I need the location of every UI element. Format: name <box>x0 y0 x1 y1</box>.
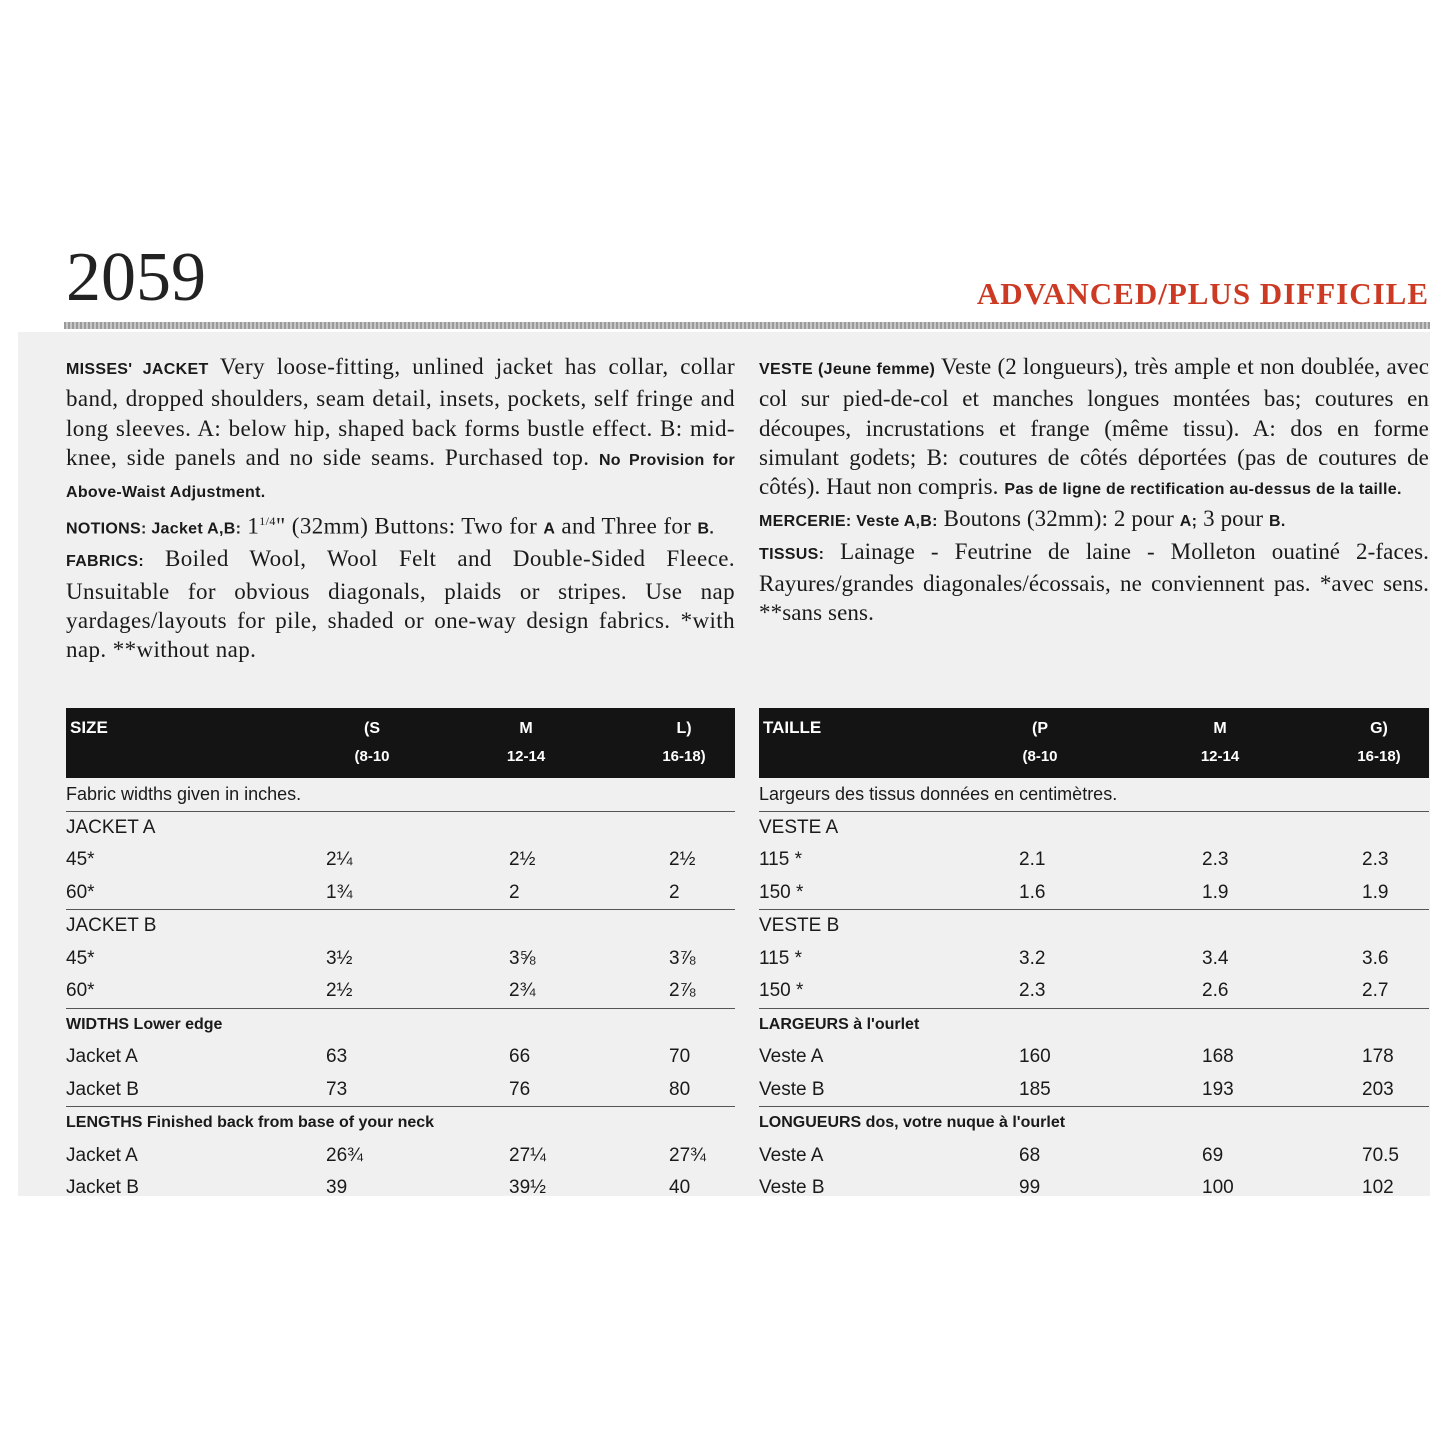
notions-label: NOTIONS: Jacket A,B: <box>66 521 242 539</box>
row-name: Jacket A <box>66 1144 138 1166</box>
cell: 178 <box>1362 1046 1394 1067</box>
cell: 39 <box>326 1177 348 1198</box>
row-width: 60* <box>66 881 95 903</box>
taille-header <box>759 708 1429 778</box>
cell: 2.3 <box>1202 849 1229 870</box>
mercerie-text: Boutons (32mm): 2 pour <box>943 506 1174 532</box>
provision-note: Pas de ligne de rectification au-dessus de la taille. <box>1004 481 1402 499</box>
cell: 3⅝ <box>509 947 536 969</box>
table-row <box>759 877 1429 911</box>
section-label: VESTE A <box>759 816 839 838</box>
size-letter: M <box>519 720 533 737</box>
cell: 1.9 <box>1202 881 1229 903</box>
cell: 27¾ <box>669 1144 706 1166</box>
table-row <box>66 877 735 911</box>
table-row <box>66 975 735 1009</box>
cell: 1.6 <box>1019 881 1046 903</box>
longueurs-label: LONGUEURS dos, votre nuque à l'ourlet <box>759 1114 1066 1131</box>
cell: 2¼ <box>326 849 353 870</box>
size-range: 16-18) <box>1357 748 1401 765</box>
jacket-description: Very loose-fitting, unlined jacket has collar, collar band, dropped shoulders, seam detail, insets, pockets, self fringe and long sleeves. A: below hip, shaped back forms bustle effect. B: mid-knee, side panels and no side seams. Purchased top. <box>66 354 735 470</box>
row-width: 45* <box>66 947 95 969</box>
cell: 102 <box>1362 1177 1394 1198</box>
row-width: 45* <box>66 849 95 870</box>
tissus-label: TISSUS: <box>759 545 825 563</box>
table-row <box>66 844 735 877</box>
fabric-width-note <box>66 778 735 812</box>
cell: 3.2 <box>1019 947 1046 969</box>
size-col-s <box>332 708 412 765</box>
widths-label: WIDTHS Lower edge <box>66 1015 223 1033</box>
table-row <box>759 975 1429 1009</box>
cell: 39½ <box>509 1177 546 1198</box>
cell: 160 <box>1019 1046 1051 1067</box>
table-row <box>66 1140 735 1173</box>
table-row <box>759 1172 1429 1205</box>
row-name: Veste B <box>759 1078 825 1100</box>
size-letter: G) <box>1370 720 1388 737</box>
veste-label: VESTE (Jeune femme) <box>759 361 936 378</box>
cell: 1¾ <box>326 881 353 903</box>
cell: 3.6 <box>1362 947 1389 969</box>
lengths-label: LENGTHS Finished back from base of your neck <box>66 1114 435 1131</box>
table-row <box>759 844 1429 877</box>
veste-description: Veste (2 longueurs), très ample et non doublée, avec col sur pied-de-col et manches longues montées bas; coutures en découpes, incrustations et frange (même tissu). A: dos en forme simulant godets; B: coutures de côtés déportées (pas de coutures de côtés). Haut non compris. <box>759 354 1430 500</box>
cell: 2 <box>509 881 520 903</box>
notions-text: " (32mm) Buttons: Two for <box>275 514 538 540</box>
cell: 203 <box>1362 1078 1394 1100</box>
table-row <box>759 1074 1429 1108</box>
row-width: 150 * <box>759 881 804 903</box>
largeurs-label: LARGEURS à l'ourlet <box>759 1015 920 1033</box>
row-name: Veste B <box>759 1177 825 1198</box>
size-range: 16-18) <box>662 748 706 765</box>
table-row <box>759 1041 1429 1074</box>
size-col-p <box>1000 708 1080 765</box>
row-name: Jacket B <box>66 1078 139 1100</box>
row-width: 150 * <box>759 980 804 1001</box>
cell: 73 <box>326 1078 348 1100</box>
cell: 69 <box>1202 1144 1224 1166</box>
table-row <box>759 1140 1429 1173</box>
cell: 2¾ <box>509 980 536 1001</box>
size-letter: M <box>1213 720 1227 737</box>
size-letter: (S <box>364 720 380 737</box>
size-col-g <box>1339 708 1419 765</box>
size-range: 12-14 <box>506 748 546 765</box>
fabrics-label: FABRICS: <box>66 553 144 571</box>
mercerie-label: MERCERIE: Veste A,B: <box>759 513 938 531</box>
section-label: JACKET B <box>66 915 157 936</box>
tissus-text: Lainage - Feutrine de laine - Molleton ouatiné 2-faces. Rayures/grandes diagonales/écossais, ne conviennent pas. *avec sens. **sans sens. <box>759 538 1430 626</box>
difficulty-label: ADVANCED/PLUS DIFFICILE <box>976 276 1429 311</box>
jacket-label: MISSES' JACKET <box>66 361 209 378</box>
row-name: Jacket A <box>66 1046 138 1067</box>
cell: 40 <box>669 1177 691 1198</box>
section-label: JACKET A <box>66 816 156 838</box>
cell: 2½ <box>326 980 353 1001</box>
cell: 2.1 <box>1019 849 1046 870</box>
cell: 100 <box>1202 1177 1234 1198</box>
metrage-table <box>759 778 1429 1205</box>
size-col-l <box>644 708 724 765</box>
size-range: 12-14 <box>1200 748 1240 765</box>
row-width: 115 * <box>759 947 802 969</box>
cell: 2.3 <box>1362 849 1389 870</box>
provision-note: No Provision for Above-Waist Adjustment. <box>66 451 735 502</box>
size-range: (8-10 <box>354 748 390 765</box>
cell: 68 <box>1019 1144 1041 1166</box>
notions-button-size-whole: 1 <box>247 514 260 540</box>
mercerie-b: B. <box>1269 513 1286 531</box>
notions-b: B. <box>697 521 715 539</box>
size-label: SIZE <box>70 718 108 737</box>
cell: 185 <box>1019 1078 1051 1100</box>
cell: 2.3 <box>1019 980 1046 1001</box>
cell: 2.7 <box>1362 980 1389 1001</box>
notions-button-size-fraction: 1/4 <box>259 514 276 529</box>
cell: 26¾ <box>326 1144 363 1166</box>
table-row <box>66 1041 735 1074</box>
row-name: Veste A <box>759 1144 824 1166</box>
cell: 2½ <box>669 849 696 870</box>
pattern-number: 2059 <box>66 239 206 316</box>
size-letter: L) <box>676 720 692 737</box>
english-column <box>66 352 736 1198</box>
size-col-m <box>486 708 566 765</box>
row-name: Veste A <box>759 1046 824 1067</box>
row-name: Jacket B <box>66 1177 139 1198</box>
size-header <box>66 708 735 778</box>
note-text: Fabric widths given in inches. <box>66 784 302 804</box>
cell: 80 <box>669 1078 691 1100</box>
mercerie-mid: 3 pour <box>1203 506 1264 532</box>
cell: 99 <box>1019 1177 1041 1198</box>
cell: 2½ <box>509 849 536 870</box>
cell: 76 <box>509 1078 531 1100</box>
table-row <box>66 1074 735 1108</box>
section-label: VESTE B <box>759 915 840 936</box>
cell: 1.9 <box>1362 881 1389 903</box>
notions-a: A <box>543 521 556 539</box>
cell: 70 <box>669 1046 691 1067</box>
row-width: 60* <box>66 980 95 1001</box>
table-row <box>759 943 1429 976</box>
table-row <box>66 943 735 976</box>
table-row <box>66 1172 735 1205</box>
size-col-m <box>1180 708 1260 765</box>
cell: 66 <box>509 1046 531 1067</box>
taille-label: TAILLE <box>763 718 822 737</box>
header-rule <box>64 322 1430 329</box>
notions-and: and Three for <box>561 514 692 540</box>
cell: 2.6 <box>1202 980 1229 1001</box>
fabric-width-note <box>759 778 1429 812</box>
cell: 168 <box>1202 1046 1234 1067</box>
cell: 70.5 <box>1362 1144 1399 1166</box>
french-column <box>759 352 1430 1198</box>
english-description <box>66 352 735 702</box>
cell: 2⅞ <box>669 980 696 1001</box>
cell: 3⅞ <box>669 947 696 969</box>
french-description <box>759 352 1429 702</box>
size-letter: (P <box>1032 720 1048 737</box>
cell: 193 <box>1202 1078 1234 1100</box>
mercerie-a: A; <box>1179 513 1198 531</box>
size-range: (8-10 <box>1022 748 1058 765</box>
cell: 3½ <box>326 947 353 969</box>
cell: 63 <box>326 1046 348 1067</box>
fabrics-text: Boiled Wool, Wool Felt and Double-Sided Fleece. Unsuitable for obvious diagonals, plaids or stripes. Use nap yardages/layouts for pile, shaded or one-way design fabrics. *with nap. **without nap. <box>66 546 736 663</box>
note-text: Largeurs des tissus données en centimètres. <box>759 784 1118 804</box>
cell: 27¼ <box>509 1144 546 1166</box>
cell: 2 <box>669 881 680 903</box>
row-width: 115 * <box>759 849 802 870</box>
cell: 3.4 <box>1202 947 1229 969</box>
yardage-table <box>66 778 735 1205</box>
